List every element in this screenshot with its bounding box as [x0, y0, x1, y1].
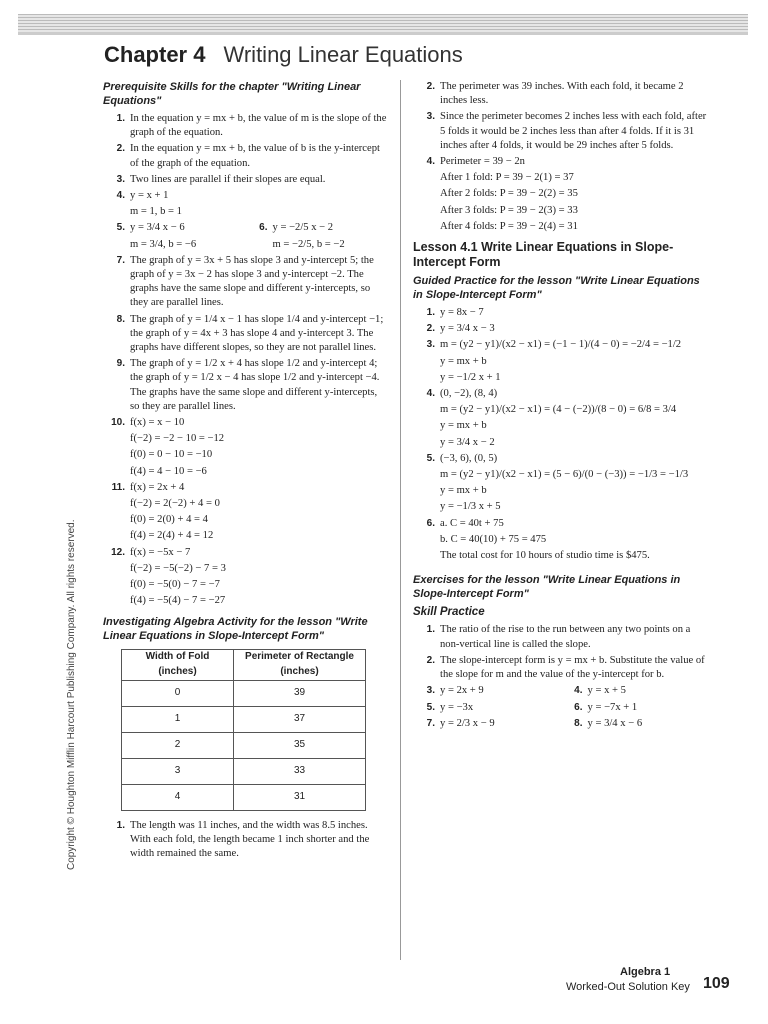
table-cell: 3: [122, 758, 234, 784]
list-item: 2. y = 3/4 x − 3: [426, 323, 495, 335]
right-column: [413, 80, 708, 733]
solution-line: y = −1/3 x + 5: [440, 501, 501, 513]
list-item: 2. In the equation y = mx + b, the value of b is the y-intercept of the graph of the equation.: [116, 143, 380, 169]
solution-line: y = mx + b: [440, 485, 487, 497]
solution-line: m = 3/4, b = −6: [130, 238, 197, 250]
solution-line: f(0) = 2(0) + 4 = 4: [130, 514, 208, 526]
exercises-heading: Exercises for the lesson "Write Linear Equations in Slope-Intercept Form": [413, 574, 681, 601]
list-item: 4. Perimeter = 39 − 2n: [426, 156, 525, 168]
table-cell: 39: [234, 680, 366, 706]
list-item: 5. y = −3x: [426, 701, 474, 713]
fold-table: [121, 649, 366, 811]
solution-line: y = −1/2 x + 1: [440, 371, 501, 383]
solution-line: m = 1, b = 1: [130, 206, 182, 218]
list-item: 3. Two lines are parallel if their slopes are equal.: [116, 173, 326, 185]
solution-line: After 3 folds: P = 39 − 2(3) = 33: [440, 204, 578, 216]
list-item: 2. The slope-intercept form is y = mx + b. Substitute the value of the slope for m and the value of the y-intercept for b.: [426, 654, 705, 681]
header-rule-bottom: [18, 32, 748, 35]
table-row: [122, 784, 366, 810]
solution-line: After 4 folds: P = 39 − 2(4) = 31: [440, 220, 578, 232]
table-row: [122, 706, 366, 732]
solution-line: f(−2) = 2(−2) + 4 = 0: [130, 498, 220, 510]
solution-line: The total cost for 10 hours of studio time is $475.: [440, 550, 650, 562]
table-cell: 1: [122, 706, 234, 732]
table-cell: 31: [234, 784, 366, 810]
list-item: 10. f(x) = x − 10: [111, 417, 185, 429]
table-row: [122, 680, 366, 706]
list-item: 3. Since the perimeter becomes 2 inches less with each fold, after 5 folds it would be 2 inches less than after 4 folds. If it is 31 inches after 4 folds, it would be 29 inches after 5 folds.: [426, 111, 707, 151]
solution-line: f(4) = −5(4) − 7 = −27: [130, 595, 226, 607]
solution-line: y = 3/4 x − 2: [440, 436, 495, 448]
table-row: [122, 732, 366, 758]
guided-heading: Guided Practice for the lesson "Write Linear Equations in Slope-Intercept Form": [413, 275, 700, 302]
header-rule: [18, 14, 748, 32]
solution-line: f(−2) = −5(−2) − 7 = 3: [130, 562, 226, 574]
prereq-heading: Prerequisite Skills for the chapter "Writing Linear Equations": [103, 81, 361, 107]
list-item: 7. The graph of y = 3x + 5 has slope 3 and y-intercept 5; the graph of y = 3x − 2 has slope 3 and y-intercept −2. The graphs have the same slope and different y-intercepts, so they are parallel lines.: [116, 254, 374, 309]
solution-line: m = −2/5, b = −2: [272, 238, 345, 250]
copyright-notice: Copyright © Houghton Mifflin Harcourt Publishing Company. All rights reserved.: [66, 519, 77, 870]
table-cell: 37: [234, 706, 366, 732]
table-cell: 33: [234, 758, 366, 784]
list-item: 7. y = 2/3 x − 9: [426, 717, 495, 729]
solution-line: After 1 fold: P = 39 − 2(1) = 37: [440, 172, 574, 184]
table-cell: 35: [234, 732, 366, 758]
list-item: 1. In the equation y = mx + b, the value of m is the slope of the graph of the equation.: [116, 113, 387, 139]
list-item: 1. The ratio of the rise to the run between any two points on a non-vertical line is called the slope.: [426, 624, 691, 650]
list-item: 5. y = 3/4 x − 6: [116, 222, 185, 234]
column-header: Perimeter of Rectangle (inches): [234, 649, 366, 680]
book-subtitle: Worked-Out Solution Key: [566, 981, 690, 993]
page-number: 109: [703, 975, 730, 992]
solution-line: f(4) = 4 − 10 = −6: [130, 465, 207, 477]
list-item: 11. f(x) = 2x + 4: [111, 481, 185, 493]
problem-pair: [103, 221, 388, 253]
list-item: 9. The graph of y = 1/2 x + 4 has slope 1/2 and y-intercept 4; the graph of y = 1/2 x − 4 has slope 1/2 and y-intercept −4. The graphs have the same slope and different y-intercepts, so they are parallel lines.: [116, 358, 380, 412]
list-item: 8. y = 3/4 x − 6: [574, 717, 643, 729]
chapter-title: [104, 42, 463, 68]
solution-line: f(4) = 2(4) + 4 = 12: [130, 530, 214, 542]
list-item: 4. y = x + 1: [116, 190, 169, 202]
list-item: 4. (0, −2), (8, 4): [426, 388, 498, 400]
skill-practice-heading: Skill Practice: [413, 606, 485, 619]
solution-line: f(−2) = −2 − 10 = −12: [130, 433, 225, 445]
book-title: Algebra 1: [620, 966, 671, 978]
solution-line: m = (y2 − y1)/(x2 − x1) = (5 − 6)/(0 − (−3)) = −1/3 = −1/3: [440, 469, 689, 481]
table-row: [122, 758, 366, 784]
list-item: 2. The perimeter was 39 inches. With each fold, it became 2 inches less.: [426, 81, 684, 107]
solution-line: f(0) = −5(0) − 7 = −7: [130, 579, 220, 591]
list-item: 6. y = −7x + 1: [574, 701, 638, 713]
chapter-number: Chapter 4: [104, 42, 206, 67]
exercise-pair: [413, 701, 708, 717]
list-item: 3. m = (y2 − y1)/(x2 − x1) = (−1 − 1)/(4 − 0) = −2/4 = −1/2: [426, 339, 682, 351]
solution-line: m = (y2 − y1)/(x2 − x1) = (4 − (−2))/(8 − 0) = 6/8 = 3/4: [440, 404, 677, 416]
table-header-row: [122, 649, 366, 680]
exercise-pair: [413, 684, 708, 700]
list-item: 4. y = x + 5: [574, 685, 626, 697]
list-item: 6. y = −2/5 x − 2: [259, 222, 334, 234]
list-item: 1. The length was 11 inches, and the width was 8.5 inches. With each fold, the length became 1 inch shorter and the width remained the same.: [116, 819, 370, 859]
solution-line: b. C = 40(10) + 75 = 475: [440, 533, 547, 545]
column-header: Width of Fold (inches): [122, 649, 234, 680]
solution-line: f(0) = 0 − 10 = −10: [130, 449, 213, 461]
lesson-heading: Lesson 4.1 Write Linear Equations in Slope-Intercept Form: [413, 240, 674, 270]
chapter-name: Writing Linear Equations: [223, 42, 463, 67]
list-item: 5. (−3, 6), (0, 5): [426, 452, 498, 464]
exercise-pair: [413, 717, 708, 733]
list-item: 8. The graph of y = 1/4 x − 1 has slope 1/4 and y-intercept −1; the graph of y = 4x + 3 has slope 4 and y-intercept 3. The graphs have different slopes, so they are not parallel lines.: [116, 313, 384, 354]
solution-line: y = mx + b: [440, 355, 487, 367]
table-cell: 0: [122, 680, 234, 706]
list-item: 3. y = 2x + 9: [426, 685, 484, 697]
list-item: 12. f(x) = −5x − 7: [111, 546, 191, 558]
column-divider: [400, 80, 401, 960]
activity-heading: Investigating Algebra Activity for the lesson "Write Linear Equations in Slope-Intercept Form": [103, 615, 368, 642]
table-cell: 2: [122, 732, 234, 758]
table-cell: 4: [122, 784, 234, 810]
list-item: 6. a. C = 40t + 75: [426, 517, 504, 529]
left-column: [103, 80, 388, 863]
solution-line: After 2 folds: P = 39 − 2(2) = 35: [440, 188, 578, 200]
list-item: 1. y = 8x − 7: [426, 307, 484, 319]
solution-line: y = mx + b: [440, 420, 487, 432]
